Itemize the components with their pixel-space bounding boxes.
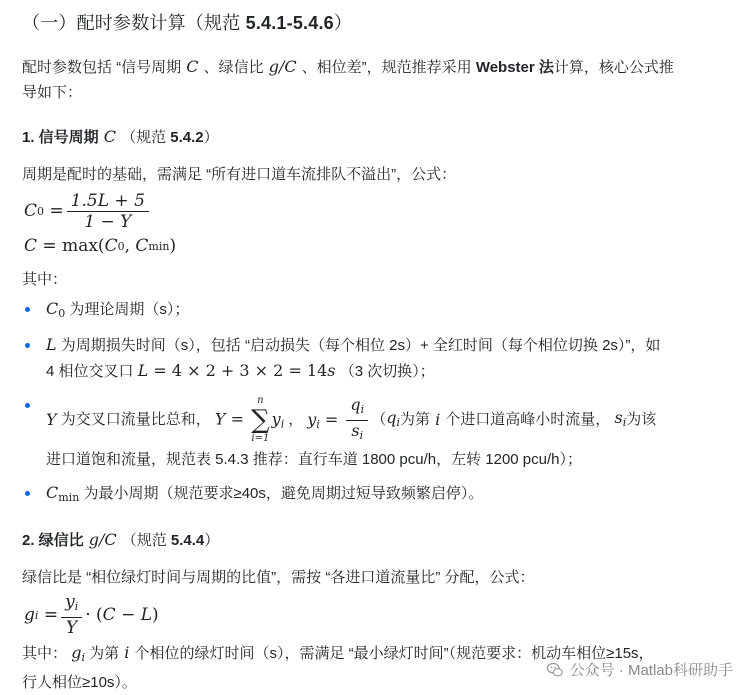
subsection-2-desc: 绿信比是 “相位绿灯时间与周期的比值”，需按 “各进口道流量比” 分配，公式： bbox=[22, 569, 535, 586]
method-name: Webster 法 bbox=[475, 59, 554, 76]
watermark-text: 公众号 · Matlab科研助手 bbox=[569, 662, 733, 679]
heading-prefix: （一）配时参数计算（规范 bbox=[22, 13, 246, 33]
where-paragraph-2: 其中： $g_i$ 为第 i 个相位的绿灯时间（s），需满足 “最小绿灯时间”（规范要求：机动车相位≥15s， 行人相位≥10s）。 bbox=[22, 643, 654, 691]
section-heading bbox=[22, 10, 732, 36]
intro-paragraph: 配时参数包括 “信号周期 C 、绿信比 g/C 、相位差”，规范推荐采用 Webster 法计算，核心公式推 导如下： bbox=[22, 57, 674, 101]
subsection-1-list bbox=[22, 296, 732, 510]
where-label-1: 其中： bbox=[22, 271, 68, 288]
list-item: L 为周期损失时间（s），包括 “启动损失（每个相位 2s）+ 全红时间（每个相位切换 2s）”，如 4 相位交叉口 L = 4 × 2 + 3 × 2 = 14s （3 次切换）； bbox=[22, 332, 732, 384]
green-split-formula: g i = $\frac{y_i}{Y}$ · ( C − L ) bbox=[24, 592, 159, 638]
list-item: Y 为交叉口流量比总和， Y = n ∑ i=1 $y_i$ ， $y_i$ = $\frac{q_i}{s_i}$ （ $q_i$ 为第 i 个进口道高峰小时流量， $s_i$ 为该 进口道饱和流量，规范表 5.4.3 推荐：直行车道 1800 pcu/h，左转 1200 pcu/h）； bbox=[22, 392, 732, 472]
wechat-icon bbox=[546, 661, 564, 679]
subsection-1-heading: 1. 信号周期 C （规范 5.4.2） bbox=[22, 127, 219, 146]
watermark bbox=[546, 659, 733, 680]
list-item: $C_0$ 为理论周期（s）； bbox=[22, 296, 732, 326]
document bbox=[22, 10, 732, 695]
list-item: $C_{min}$ 为最小周期（规范要求≥40s，避免周期过短导致频繁启停）。 bbox=[22, 480, 732, 510]
heading-suffix: ） bbox=[333, 13, 353, 33]
heading-range: 5.4.1-5.4.6 bbox=[245, 13, 334, 33]
cycle-formula: C 0 = $\frac{1.5L + 5}{1 - Y}$ C = max( C 0 , C min ) bbox=[24, 190, 177, 256]
subsection-1-desc: 周期是配时的基础，需满足 “所有进口道车流排队不溢出”，公式： bbox=[22, 166, 457, 183]
subsection-2-heading: 2. 绿信比 g/C （规范 5.4.4） bbox=[22, 530, 220, 549]
